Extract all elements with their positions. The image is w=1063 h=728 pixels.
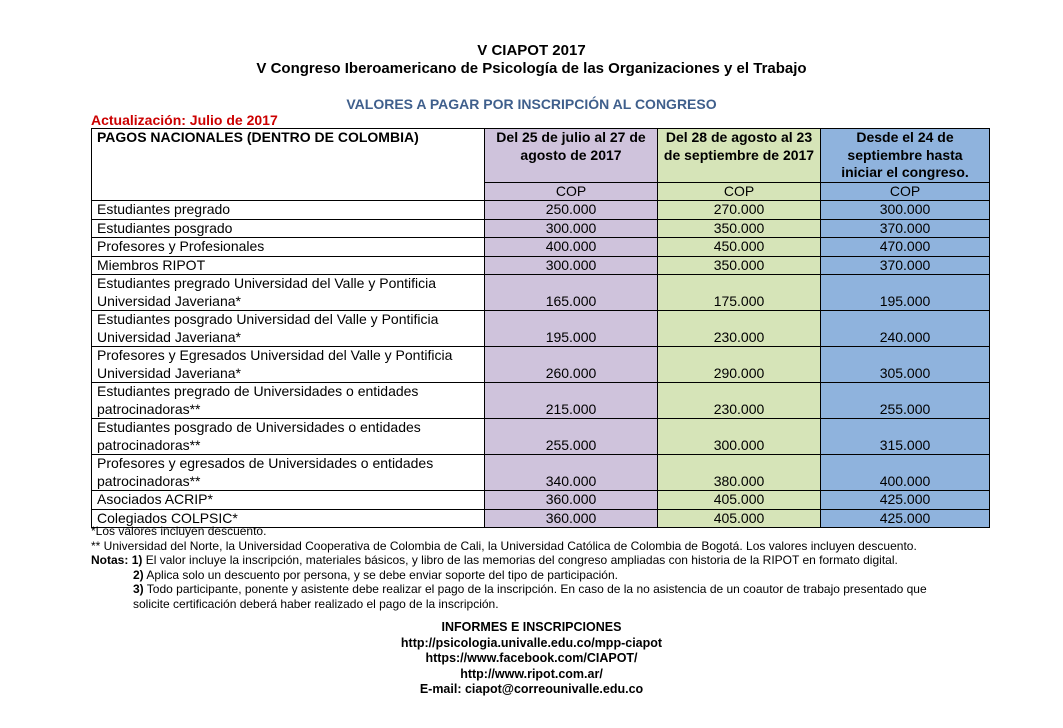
price-cell: 400.000 xyxy=(821,455,990,491)
price-cell: 380.000 xyxy=(658,455,821,491)
period-header-3: Desde el 24 de septiembre hasta iniciar el congreso. xyxy=(821,129,990,183)
note-1-text: El valor incluye la inscripción, materiales básicos, y libro de las memorias del congreso ampliadas con historia de la RIPOT en formato digital. xyxy=(145,553,898,567)
price-cell: 230.000 xyxy=(658,311,821,347)
price-cell: 405.000 xyxy=(658,491,821,510)
price-cell: 290.000 xyxy=(658,347,821,383)
table-row xyxy=(92,275,990,311)
row-label: Profesores y egresados de Universidades o entidades patrocinadoras** xyxy=(92,455,485,491)
period-header-2: Del 28 de agosto al 23 de septiembre de 2017 xyxy=(658,129,821,183)
table-row xyxy=(92,238,990,257)
row-label: Profesores y Profesionales xyxy=(92,238,485,257)
price-cell: 350.000 xyxy=(658,219,821,238)
price-cell: 165.000 xyxy=(485,275,658,311)
price-cell: 240.000 xyxy=(821,311,990,347)
price-cell: 260.000 xyxy=(485,347,658,383)
price-cell: 230.000 xyxy=(658,383,821,419)
price-cell: 195.000 xyxy=(821,275,990,311)
price-cell: 470.000 xyxy=(821,238,990,257)
currency-label-1: COP xyxy=(485,182,658,201)
price-cell: 340.000 xyxy=(485,455,658,491)
footer-heading: INFORMES E INSCRIPCIONES xyxy=(441,620,622,634)
link-facebook[interactable]: https://www.facebook.com/CIAPOT/ xyxy=(425,651,638,665)
note-2-number: 2) xyxy=(133,567,144,582)
table-row xyxy=(92,383,990,419)
price-cell: 370.000 xyxy=(821,256,990,275)
price-cell: 175.000 xyxy=(658,275,821,311)
row-label: Estudiantes pregrado xyxy=(92,201,485,220)
row-label: Profesores y Egresados Universidad del Valle y Pontificia Universidad Javeriana* xyxy=(92,347,485,383)
note-1 xyxy=(91,553,1021,568)
link-ripot[interactable]: http://www.ripot.com.ar/ xyxy=(460,666,603,681)
notes-section xyxy=(91,524,1021,611)
price-cell: 300.000 xyxy=(485,219,658,238)
row-label: Asociados ACRIP* xyxy=(92,491,485,510)
row-label: Colegiados COLPSIC* xyxy=(92,509,485,528)
price-cell: 250.000 xyxy=(485,201,658,220)
price-cell: 425.000 xyxy=(821,509,990,528)
price-cell: 300.000 xyxy=(485,256,658,275)
table-row xyxy=(92,455,990,491)
price-cell: 370.000 xyxy=(821,219,990,238)
price-table xyxy=(91,128,990,528)
price-cell: 450.000 xyxy=(658,238,821,257)
price-cell: 400.000 xyxy=(485,238,658,257)
price-cell: 300.000 xyxy=(821,201,990,220)
update-date: Actualización: Julio de 2017 xyxy=(91,112,278,128)
price-cell: 425.000 xyxy=(821,491,990,510)
price-cell: 255.000 xyxy=(485,419,658,455)
row-label: Estudiantes posgrado de Universidades o entidades patrocinadoras** xyxy=(92,419,485,455)
footnote-discount: *Los valores incluyen descuento. xyxy=(91,524,267,538)
row-label: Estudiantes pregrado Universidad del Valle y Pontificia Universidad Javeriana* xyxy=(92,275,485,311)
contact-footer xyxy=(0,620,1063,698)
note-3 xyxy=(91,582,1021,597)
table-row xyxy=(92,201,990,220)
notes-label: Notas: xyxy=(91,553,129,567)
price-cell: 350.000 xyxy=(658,256,821,275)
document-title: V CIAPOT 2017 xyxy=(477,42,586,59)
note-3-text: Todo participante, ponente y asistente debe realizar el pago de la inscripción. En caso de la no asistencia de un coautor de trabajo presentado que xyxy=(146,582,927,596)
period-header-row xyxy=(92,129,990,183)
period-header-1: Del 25 de julio al 27 de agosto de 2017 xyxy=(485,129,658,183)
table-corner-header: PAGOS NACIONALES (DENTRO DE COLOMBIA) xyxy=(92,129,485,201)
table-row xyxy=(92,219,990,238)
table-row xyxy=(92,347,990,383)
row-label: Miembros RIPOT xyxy=(92,256,485,275)
note-2-text: Aplica solo un descuento por persona, y se debe enviar soporte del tipo de participación. xyxy=(146,567,618,582)
footnote-sponsors: ** Universidad del Norte, la Universidad Cooperativa de Colombia de Cali, la Universidad Católica de Colombia de Bogotá. Los valores incluyen descuento. xyxy=(91,538,917,553)
price-cell: 405.000 xyxy=(658,509,821,528)
price-cell: 315.000 xyxy=(821,419,990,455)
note-1-number: 1) xyxy=(131,553,143,567)
contact-email[interactable]: E-mail: ciapot@correounivalle.edu.co xyxy=(419,682,644,696)
currency-label-3: COP xyxy=(821,182,990,201)
price-cell: 255.000 xyxy=(821,383,990,419)
table-row xyxy=(92,419,990,455)
table-row xyxy=(92,256,990,275)
table-row xyxy=(92,311,990,347)
note-3-continued: solicite certificación deberá haber realizado el pago de la inscripción. xyxy=(133,596,499,611)
document-subtitle: V Congreso Iberoamericano de Psicología de las Organizaciones y el Trabajo xyxy=(256,60,807,77)
price-cell: 360.000 xyxy=(485,491,658,510)
note-2 xyxy=(91,568,1021,583)
price-cell: 195.000 xyxy=(485,311,658,347)
price-cell: 305.000 xyxy=(821,347,990,383)
row-label: Estudiantes posgrado xyxy=(92,219,485,238)
price-cell: 300.000 xyxy=(658,419,821,455)
currency-label-2: COP xyxy=(658,182,821,201)
link-univalle[interactable]: http://psicologia.univalle.edu.co/mpp-ciapot xyxy=(400,635,663,650)
table-row xyxy=(92,491,990,510)
section-heading: VALORES A PAGAR POR INSCRIPCIÓN AL CONGRESO xyxy=(346,96,717,112)
row-label: Estudiantes pregrado de Universidades o entidades patrocinadoras** xyxy=(92,383,485,419)
note-3-number: 3) xyxy=(133,582,144,596)
row-label: Estudiantes posgrado Universidad del Valle y Pontificia Universidad Javeriana* xyxy=(92,311,485,347)
price-cell: 215.000 xyxy=(485,383,658,419)
price-cell: 270.000 xyxy=(658,201,821,220)
price-cell: 360.000 xyxy=(485,509,658,528)
